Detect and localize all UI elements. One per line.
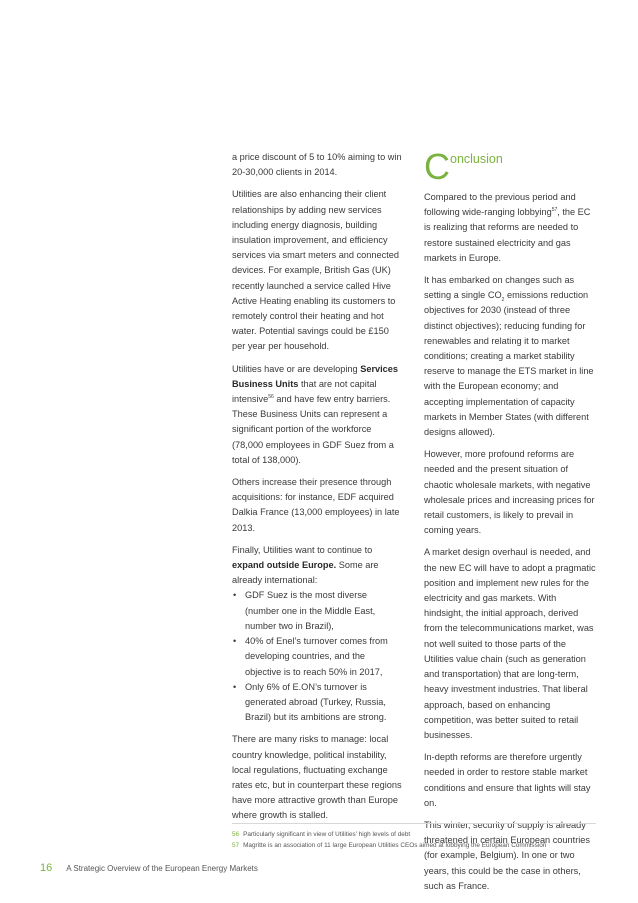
footnote — [232, 829, 612, 840]
list-item: • 40% of Enel’s turnover comes from developing countries, and the objective is to reach 50% in 2017, — [232, 634, 402, 680]
footnote-text: Particularly significant in view of Utilities’ high levels of debt — [243, 831, 411, 838]
footnotes — [232, 829, 612, 851]
bold-services-business-units: Services Business Units — [232, 363, 399, 389]
list-item: • GDF Suez is the most diverse (number one in the Middle East, number two in Brazil), — [232, 588, 402, 634]
heading-text: onclusion — [450, 152, 503, 166]
bold-expand-outside-europe: expand outside Europe. — [232, 560, 337, 571]
footnote-ref-56: 56 — [268, 393, 274, 400]
right-column — [424, 146, 598, 901]
footnote-ref-57: 57 — [551, 207, 558, 214]
list-item: • Only 6% of E.ON’s turnover is generated abroad (Turkey, Russia, Brazil) but its ambitions are strong. — [232, 680, 402, 726]
international-bullet-list — [232, 588, 402, 725]
document-title: A Strategic Overview of the European Energy Markets — [66, 864, 258, 873]
paragraph-acquisitions: Others increase their presence through acquisitions: for instance, EDF acquired Dalkia France (13,000 employees) in late 2013. — [232, 477, 400, 533]
paragraph-services-business-units: Utilities have or are developing Services Business Units that are not capital intensive$^{56}$ and have few entry barriers. These Business Units can represent a significant portion of the workforce (78,000 employees in GDF Suez from a total of 138,000). — [232, 363, 399, 465]
left-column — [232, 150, 402, 831]
page-footer — [40, 862, 258, 874]
paragraph-market-design: A market design overhaul is needed, and the new EC will have to adopt a pragmatic position and implement new rules for the electricity and gas markets. With hindsight, the initial approach, derived from the telecommunications market, was not well suited to those parts of the Utilities value chain (such as generation and transportation) that are long-term, heavy investment industries. That liberal approach, based on enhancing competition, was better suited to retail businesses. — [424, 547, 596, 740]
paragraph-expand-outside-europe: Finally, Utilities want to continue to expand outside Europe. Some are already international: — [232, 544, 379, 586]
heading-drop-cap: C — [424, 146, 450, 187]
footnote — [232, 840, 612, 851]
paragraph-price-discount: a price discount of 5 to 10% aiming to win 20-30,000 clients in 2014. — [232, 152, 402, 178]
paragraph-in-depth-reforms: In-depth reforms are therefore urgently needed in order to restore stable market conditions and ensure that lights will stay on. — [424, 752, 591, 808]
footnote-number: 57 — [232, 842, 240, 849]
paragraph-security-of-supply: This winter, security of supply is already threatened in certain European countries (for example, Belgium). In one or two years, this could be the case in others, such as France. — [424, 819, 590, 891]
footnote-divider — [232, 823, 596, 824]
page-number: 16 — [40, 862, 53, 874]
footnote-text: Magritte is an association of 11 large European Utilities CEOs aimed at lobbying the European Commission — [243, 842, 547, 849]
footnote-number: 56 — [232, 831, 240, 838]
paragraph-client-relationships: Utilities are also enhancing their client relationships by adding new services including energy diagnosis, building insulation improvement, and efficiency services via smart meters and connected devices. For example, British Gas (UK) recently launched a service called Hive Active Heating enabling its customers to remotely control their heating and hot water. Potential savings could be £150 per year per household. — [232, 189, 399, 352]
paragraph-changes: It has embarked on changes such as setting a single $CO_2$ emissions reduction objectives for 2030 (instead of three distinct objectives); reducing funding for renewables and relating it to market conditions; creating a market stability reserve to manage the ETS market in line with the European economy; and accepting implementation of capacity markets in Member States (with different designs allowed). — [424, 275, 594, 438]
paragraph-profound-reforms: However, more profound reforms are needed and the present situation of chaotic wholesale markets, with negative wholesale prices and increasing prices for retail customers, is likely to prevail in coming years. — [424, 449, 595, 536]
paragraph-risks: There are many risks to manage: local country knowledge, political instability, local regulations, fluctuating exchange rates etc, but in counterpart these regions have more attractive growth than Europe where growth is stalled. — [232, 734, 402, 821]
paragraph-ec-reforms: Compared to the previous period and following wide-ranging lobbying$^{57}$, the EC is realizing that reforms are needed to restore sustained electricity and gas markets in Europe. — [424, 192, 591, 263]
subscript-2: 2 — [501, 297, 505, 304]
section-heading-conclusion — [424, 146, 598, 187]
